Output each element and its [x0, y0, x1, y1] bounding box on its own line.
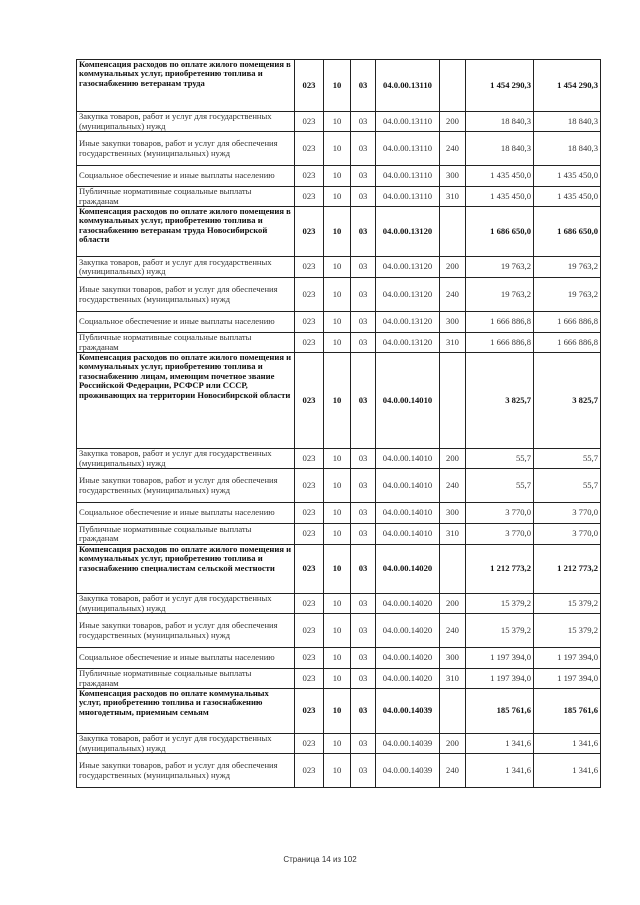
grbs-code: 023: [295, 469, 324, 503]
section-code: 10: [324, 754, 351, 788]
amount-1: 3 770,0: [466, 503, 534, 524]
subsection-code: 03: [351, 132, 376, 166]
subsection-code: 03: [351, 278, 376, 312]
section-code: 10: [324, 594, 351, 614]
amount-1: 1 435 450,0: [466, 166, 534, 187]
table-row-subitem: [77, 112, 601, 132]
target-article-code: 04.0.00.14020: [376, 545, 440, 594]
grbs-code: 023: [295, 112, 324, 132]
section-code: 10: [324, 469, 351, 503]
row-name: Закупка товаров, работ и услуг для государственных (муниципальных) нужд: [77, 112, 295, 132]
section-code: 10: [324, 60, 351, 112]
amount-2: 18 840,3: [534, 132, 601, 166]
grbs-code: 023: [295, 312, 324, 333]
target-article-code: 04.0.00.14020: [376, 614, 440, 648]
amount-1: 18 840,3: [466, 132, 534, 166]
amount-1: 18 840,3: [466, 112, 534, 132]
row-name: Иные закупки товаров, работ и услуг для обеспечения государственных (муниципальных) нужд: [77, 469, 295, 503]
section-code: 10: [324, 449, 351, 469]
subsection-code: 03: [351, 754, 376, 788]
amount-1: 185 761,6: [466, 689, 534, 734]
grbs-code: 023: [295, 614, 324, 648]
amount-2: 19 763,2: [534, 257, 601, 278]
subsection-code: 03: [351, 187, 376, 207]
target-article-code: 04.0.00.14010: [376, 353, 440, 449]
target-article-code: 04.0.00.13110: [376, 60, 440, 112]
grbs-code: 023: [295, 333, 324, 353]
row-name: Компенсация расходов по оплате жилого помещения в коммунальных услуг, приобретению топлива и газоснабжению ветеранам труда Новосибирской области: [77, 207, 295, 257]
amount-2: 1 435 450,0: [534, 187, 601, 207]
expense-type-code: 300: [440, 648, 466, 669]
subsection-code: 03: [351, 333, 376, 353]
amount-1: 1 666 886,8: [466, 333, 534, 353]
target-article-code: 04.0.00.14020: [376, 669, 440, 689]
target-article-code: 04.0.00.13110: [376, 187, 440, 207]
amount-1: 1 197 394,0: [466, 669, 534, 689]
grbs-code: 023: [295, 545, 324, 594]
subsection-code: 03: [351, 60, 376, 112]
row-name: Публичные нормативные социальные выплаты гражданам: [77, 333, 295, 353]
expense-type-code: 240: [440, 754, 466, 788]
amount-1: 1 341,6: [466, 734, 534, 754]
table-row-item: [77, 353, 601, 449]
row-name: Социальное обеспечение и иные выплаты населению: [77, 312, 295, 333]
subsection-code: 03: [351, 503, 376, 524]
table-row-subitem: [77, 734, 601, 754]
grbs-code: 023: [295, 257, 324, 278]
target-article-code: 04.0.00.14020: [376, 594, 440, 614]
amount-1: 19 763,2: [466, 257, 534, 278]
expense-type-code: [440, 545, 466, 594]
target-article-code: 04.0.00.14039: [376, 754, 440, 788]
grbs-code: 023: [295, 689, 324, 734]
amount-2: 55,7: [534, 469, 601, 503]
expense-type-code: 300: [440, 503, 466, 524]
table-row-subitem: [77, 503, 601, 524]
section-code: 10: [324, 669, 351, 689]
subsection-code: 03: [351, 545, 376, 594]
row-name: Социальное обеспечение и иные выплаты населению: [77, 648, 295, 669]
table-row-subitem: [77, 257, 601, 278]
amount-2: 1 212 773,2: [534, 545, 601, 594]
expense-type-code: [440, 207, 466, 257]
amount-1: 19 763,2: [466, 278, 534, 312]
table-row-item: [77, 545, 601, 594]
expense-type-code: [440, 689, 466, 734]
target-article-code: 04.0.00.13120: [376, 257, 440, 278]
section-code: 10: [324, 312, 351, 333]
grbs-code: 023: [295, 353, 324, 449]
amount-2: 1 666 886,8: [534, 312, 601, 333]
section-code: 10: [324, 689, 351, 734]
subsection-code: 03: [351, 207, 376, 257]
section-code: 10: [324, 187, 351, 207]
grbs-code: 023: [295, 187, 324, 207]
amount-2: 1 686 650,0: [534, 207, 601, 257]
subsection-code: 03: [351, 449, 376, 469]
grbs-code: 023: [295, 503, 324, 524]
subsection-code: 03: [351, 257, 376, 278]
row-name: Публичные нормативные социальные выплаты гражданам: [77, 524, 295, 545]
subsection-code: 03: [351, 669, 376, 689]
amount-1: 1 454 290,3: [466, 60, 534, 112]
amount-1: 1 666 886,8: [466, 312, 534, 333]
section-code: 10: [324, 132, 351, 166]
section-code: 10: [324, 734, 351, 754]
target-article-code: 04.0.00.14010: [376, 469, 440, 503]
budget-table-body: [77, 60, 601, 788]
amount-1: 1 435 450,0: [466, 187, 534, 207]
row-name: Закупка товаров, работ и услуг для государственных (муниципальных) нужд: [77, 257, 295, 278]
target-article-code: 04.0.00.14039: [376, 734, 440, 754]
subsection-code: 03: [351, 353, 376, 449]
table-row-subitem: [77, 166, 601, 187]
grbs-code: 023: [295, 734, 324, 754]
row-name: Иные закупки товаров, работ и услуг для обеспечения государственных (муниципальных) нужд: [77, 132, 295, 166]
subsection-code: 03: [351, 648, 376, 669]
section-code: 10: [324, 503, 351, 524]
amount-2: 15 379,2: [534, 614, 601, 648]
subsection-code: 03: [351, 312, 376, 333]
grbs-code: 023: [295, 132, 324, 166]
grbs-code: 023: [295, 669, 324, 689]
subsection-code: 03: [351, 614, 376, 648]
page-footer: Страница 14 из 102: [283, 855, 357, 864]
row-name: Социальное обеспечение и иные выплаты населению: [77, 503, 295, 524]
section-code: 10: [324, 278, 351, 312]
section-code: 10: [324, 207, 351, 257]
section-code: 10: [324, 112, 351, 132]
subsection-code: 03: [351, 524, 376, 545]
target-article-code: 04.0.00.13110: [376, 132, 440, 166]
table-row-subitem: [77, 669, 601, 689]
subsection-code: 03: [351, 166, 376, 187]
grbs-code: 023: [295, 648, 324, 669]
section-code: 10: [324, 166, 351, 187]
row-name: Закупка товаров, работ и услуг для государственных (муниципальных) нужд: [77, 734, 295, 754]
expense-type-code: 240: [440, 614, 466, 648]
amount-1: 55,7: [466, 469, 534, 503]
table-row-item: [77, 60, 601, 112]
table-row-subitem: [77, 648, 601, 669]
target-article-code: 04.0.00.14010: [376, 503, 440, 524]
grbs-code: 023: [295, 207, 324, 257]
section-code: 10: [324, 353, 351, 449]
row-name: Публичные нормативные социальные выплаты гражданам: [77, 187, 295, 207]
target-article-code: 04.0.00.13110: [376, 166, 440, 187]
section-code: 10: [324, 524, 351, 545]
subsection-code: 03: [351, 594, 376, 614]
section-code: 10: [324, 333, 351, 353]
target-article-code: 04.0.00.14039: [376, 689, 440, 734]
table-row-subitem: [77, 594, 601, 614]
expense-type-code: 300: [440, 312, 466, 333]
row-name: Компенсация расходов по оплате жилого помещения и коммунальных услуг, приобретению топлива и газоснабжению лицам, имеющим почетное звание Российской Федерации, РСФСР или СССР, проживающих на территории Новосибирской области: [77, 353, 295, 449]
expense-type-code: 240: [440, 132, 466, 166]
subsection-code: 03: [351, 469, 376, 503]
row-name: Закупка товаров, работ и услуг для государственных (муниципальных) нужд: [77, 594, 295, 614]
target-article-code: 04.0.00.13120: [376, 312, 440, 333]
expense-type-code: 300: [440, 166, 466, 187]
expense-type-code: [440, 353, 466, 449]
expense-type-code: 200: [440, 112, 466, 132]
expense-type-code: 240: [440, 278, 466, 312]
target-article-code: 04.0.00.14020: [376, 648, 440, 669]
amount-1: 55,7: [466, 449, 534, 469]
expense-type-code: 310: [440, 333, 466, 353]
expense-type-code: 200: [440, 257, 466, 278]
target-article-code: 04.0.00.13110: [376, 112, 440, 132]
table-row-subitem: [77, 312, 601, 333]
table-row-subitem: [77, 187, 601, 207]
expense-type-code: 200: [440, 449, 466, 469]
grbs-code: 023: [295, 524, 324, 545]
table-row-subitem: [77, 524, 601, 545]
section-code: 10: [324, 614, 351, 648]
amount-2: 1 197 394,0: [534, 648, 601, 669]
amount-2: 55,7: [534, 449, 601, 469]
amount-1: 1 686 650,0: [466, 207, 534, 257]
section-code: 10: [324, 257, 351, 278]
table-row-subitem: [77, 449, 601, 469]
table-row-subitem: [77, 754, 601, 788]
amount-1: 3 825,7: [466, 353, 534, 449]
subsection-code: 03: [351, 734, 376, 754]
expense-type-code: 310: [440, 669, 466, 689]
grbs-code: 023: [295, 166, 324, 187]
amount-2: 1 341,6: [534, 734, 601, 754]
amount-1: 15 379,2: [466, 594, 534, 614]
row-name: Публичные нормативные социальные выплаты гражданам: [77, 669, 295, 689]
target-article-code: 04.0.00.14010: [376, 449, 440, 469]
amount-2: 1 666 886,8: [534, 333, 601, 353]
amount-2: 185 761,6: [534, 689, 601, 734]
amount-1: 3 770,0: [466, 524, 534, 545]
grbs-code: 023: [295, 278, 324, 312]
amount-1: 1 197 394,0: [466, 648, 534, 669]
target-article-code: 04.0.00.14010: [376, 524, 440, 545]
section-code: 10: [324, 648, 351, 669]
expense-type-code: 310: [440, 524, 466, 545]
amount-2: 18 840,3: [534, 112, 601, 132]
target-article-code: 04.0.00.13120: [376, 207, 440, 257]
row-name: Компенсация расходов по оплате коммунальных услуг, приобретению топлива и газоснабжению многодетным, приемным семьям: [77, 689, 295, 734]
amount-1: 1 212 773,2: [466, 545, 534, 594]
row-name: Иные закупки товаров, работ и услуг для обеспечения государственных (муниципальных) нужд: [77, 614, 295, 648]
row-name: Социальное обеспечение и иные выплаты населению: [77, 166, 295, 187]
target-article-code: 04.0.00.13120: [376, 278, 440, 312]
expense-type-code: 310: [440, 187, 466, 207]
amount-2: 1 435 450,0: [534, 166, 601, 187]
subsection-code: 03: [351, 689, 376, 734]
row-name: Иные закупки товаров, работ и услуг для обеспечения государственных (муниципальных) нужд: [77, 754, 295, 788]
budget-table: [76, 59, 601, 788]
grbs-code: 023: [295, 754, 324, 788]
amount-1: 1 341,6: [466, 754, 534, 788]
amount-2: 1 197 394,0: [534, 669, 601, 689]
amount-2: 19 763,2: [534, 278, 601, 312]
amount-2: 3 825,7: [534, 353, 601, 449]
table-row-subitem: [77, 333, 601, 353]
table-row-subitem: [77, 469, 601, 503]
section-code: 10: [324, 545, 351, 594]
table-row-subitem: [77, 614, 601, 648]
row-name: Компенсация расходов по оплате жилого помещения и коммунальных услуг, приобретению топлива и газоснабжению специалистам сельской местности: [77, 545, 295, 594]
expense-type-code: [440, 60, 466, 112]
expense-type-code: 200: [440, 594, 466, 614]
amount-2: 3 770,0: [534, 503, 601, 524]
table-row-subitem: [77, 132, 601, 166]
grbs-code: 023: [295, 594, 324, 614]
table-row-item: [77, 207, 601, 257]
target-article-code: 04.0.00.13120: [376, 333, 440, 353]
row-name: Закупка товаров, работ и услуг для государственных (муниципальных) нужд: [77, 449, 295, 469]
amount-2: 3 770,0: [534, 524, 601, 545]
grbs-code: 023: [295, 449, 324, 469]
amount-2: 15 379,2: [534, 594, 601, 614]
expense-type-code: 200: [440, 734, 466, 754]
subsection-code: 03: [351, 112, 376, 132]
grbs-code: 023: [295, 60, 324, 112]
table-row-subitem: [77, 278, 601, 312]
expense-type-code: 240: [440, 469, 466, 503]
amount-2: 1 341,6: [534, 754, 601, 788]
amount-1: 15 379,2: [466, 614, 534, 648]
table-row-item: [77, 689, 601, 734]
amount-2: 1 454 290,3: [534, 60, 601, 112]
row-name: Иные закупки товаров, работ и услуг для обеспечения государственных (муниципальных) нужд: [77, 278, 295, 312]
row-name: Компенсация расходов по оплате жилого помещения в коммунальных услуг, приобретению топлива и газоснабжению ветеранам труда: [77, 60, 295, 112]
